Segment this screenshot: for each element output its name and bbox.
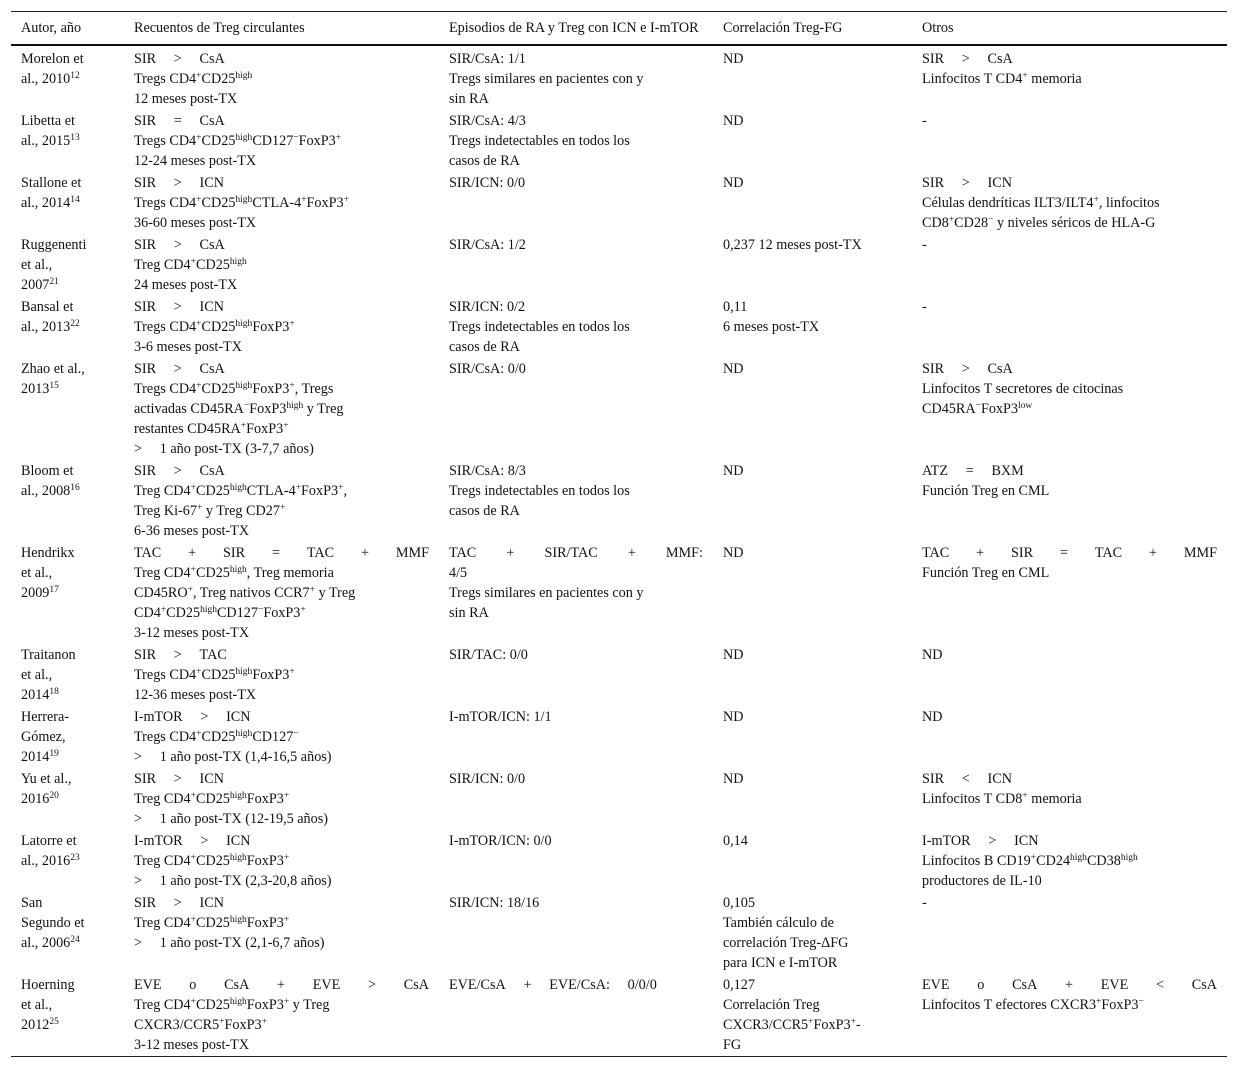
author-line: Segundo et [21,915,85,931]
correlation-line: ND [723,545,744,561]
cell-correlation [713,296,912,358]
author-line: Bloom et [21,463,74,479]
table-row [11,768,1227,830]
reference-number: 22 [70,319,80,329]
counts-line: SIR > TAC [134,647,227,663]
counts-line: EVE o CsA + EVE > CsA [134,977,429,993]
cell-others [912,110,1227,172]
cell-counts [124,110,439,172]
cell-counts [124,45,439,110]
reference-number: 12 [70,71,80,81]
cell-correlation [713,542,912,644]
counts-line: SIR > ICN [134,175,224,191]
cell-correlation [713,45,912,110]
episodes-line: I-mTOR/ICN: 1/1 [449,709,552,725]
counts-line: I-mTOR > ICN [134,709,251,725]
author-line: San [21,895,43,911]
cell-episodes [439,706,713,768]
cell-episodes [439,358,713,460]
cell-author [11,830,124,892]
episodes-line: I-mTOR/ICN: 0/0 [449,833,552,849]
episodes-line: 4/5 [449,565,468,581]
counts-line: $CD4^+CD25^{high}CD127^-FoxP3^+$ [134,605,306,621]
correlation-line: para ICN e I-mTOR [723,955,838,971]
episodes-line: SIR/ICN: 0/0 [449,771,526,787]
cell-counts [124,172,439,234]
counts-line: > 1 año post-TX (2,3-20,8 años) [134,873,332,889]
cell-others [912,830,1227,892]
cell-episodes [439,110,713,172]
cell-counts [124,644,439,706]
author-line: Herrera- [21,709,70,725]
cell-correlation [713,768,912,830]
counts-line: activadas $CD45RA^-FoxP3^{high}$ y Treg [134,401,344,417]
episodes-line: SIR/ICN: 18/16 [449,895,540,911]
cell-correlation [713,172,912,234]
correlation-line: FG [723,1037,742,1053]
cell-others [912,542,1227,644]
author-line: al., 2013$^{22}$ [21,319,80,335]
cell-others [912,768,1227,830]
correlation-line: ND [723,51,744,67]
episodes-line: EVE/CsA + EVE/CsA: 0/0/0 [449,977,657,993]
others-line: - [922,895,927,911]
cell-author [11,172,124,234]
others-line: $CD45RA^-FoxP3^{low}$ [922,401,1033,417]
cell-correlation [713,706,912,768]
episodes-line: TAC + SIR/TAC + MMF: [449,545,703,561]
others-line: - [922,299,927,315]
counts-line: 24 meses post-TX [134,277,238,293]
correlation-line: ND [723,463,744,479]
episodes-line: SIR/CsA: 4/3 [449,113,526,129]
author-line: 2012$^{25}$ [21,1017,59,1033]
table-row [11,706,1227,768]
table-row [11,172,1227,234]
author-line: et al., [21,565,53,581]
cell-counts [124,892,439,974]
reference-number: 19 [49,749,59,759]
cell-episodes [439,542,713,644]
table-container [11,11,1227,1057]
cell-correlation [713,644,912,706]
cell-others [912,644,1227,706]
counts-line: SIR > CsA [134,463,225,479]
others-line: - [922,113,927,129]
correlation-line: correlación Treg-ΔFG [723,935,849,951]
correlation-line: También cálculo de [723,915,834,931]
correlation-line: 0,237 12 meses post-TX [723,237,862,253]
episodes-line: SIR/CsA: 0/0 [449,361,526,377]
cell-episodes [439,460,713,542]
episodes-line: SIR/ICN: 0/0 [449,175,526,191]
reference-number: 24 [70,935,80,945]
counts-line: 3-12 meses post-TX [134,1037,250,1053]
author-line: et al., [21,667,53,683]
counts-line: > 1 año post-TX (3-7,7 años) [134,441,314,457]
episodes-line: Tregs indetectables en todos los [449,133,630,149]
table-row [11,45,1227,110]
others-line: SIR > CsA [922,51,1013,67]
cell-episodes [439,45,713,110]
reference-number: 16 [70,483,80,493]
counts-line: Treg $CD4^+CD25^{high}FoxP3^+$ [134,915,290,931]
correlation-line: ND [723,361,744,377]
author-line: al., 2016$^{23}$ [21,853,80,869]
cell-correlation [713,358,912,460]
counts-line: Tregs $CD4^+CD25^{high}FoxP3^+$, Tregs [134,381,334,397]
table-row [11,358,1227,460]
author-line: Traitanon [21,647,76,663]
episodes-line: sin RA [449,91,489,107]
counts-line: Treg $CD4^+CD25^{high}FoxP3^+$ [134,791,290,807]
counts-line: SIR > ICN [134,895,224,911]
counts-line: CXCR3/CCR5+FoxP3+ [134,1017,267,1033]
cell-episodes [439,644,713,706]
counts-line: Treg Ki-67+ y Treg CD27+ [134,503,286,519]
episodes-line: casos de RA [449,153,520,169]
table-row [11,296,1227,358]
cell-episodes [439,892,713,974]
cell-episodes [439,234,713,296]
author-line: 2013$^{15}$ [21,381,59,397]
cell-author [11,234,124,296]
table-row [11,644,1227,706]
episodes-line: Tregs similares en pacientes con y [449,71,644,87]
reference-number: 15 [49,381,59,391]
table-header [11,12,1227,46]
cell-counts [124,768,439,830]
cell-others [912,172,1227,234]
table-row [11,110,1227,172]
header-correlation: Correlación Treg-FG [723,20,843,36]
counts-line: CD45RO+, Treg nativos CCR7+ y Treg [134,585,356,601]
counts-line: Tregs $CD4^+CD25^{high}FoxP3^+$ [134,319,295,335]
episodes-line: SIR/CsA: 1/2 [449,237,526,253]
author-line: Hendrikx [21,545,75,561]
cell-correlation [713,234,912,296]
table-row [11,974,1227,1057]
episodes-line: Tregs indetectables en todos los [449,319,630,335]
table-row [11,234,1227,296]
cell-counts [124,296,439,358]
counts-line: Treg $CD4^+CD25^{high}FoxP3^+$ y Treg [134,997,330,1013]
counts-line: Tregs $CD4^+CD25^{high}CTLA-4^+FoxP3^+$ [134,195,349,211]
counts-line: 12-36 meses post-TX [134,687,257,703]
cell-others [912,706,1227,768]
episodes-line: SIR/CsA: 1/1 [449,51,526,67]
cell-author [11,892,124,974]
cell-counts [124,358,439,460]
others-line: I-mTOR > ICN [922,833,1039,849]
reference-number: 17 [49,585,59,595]
cell-episodes [439,768,713,830]
reference-number: 13 [70,133,80,143]
counts-line: > 1 año post-TX (12-19,5 años) [134,811,328,827]
header-counts: Recuentos de Treg circulantes [134,20,305,36]
counts-line: > 1 año post-TX (1,4-16,5 años) [134,749,332,765]
cell-author [11,45,124,110]
counts-line: SIR > CsA [134,51,225,67]
cell-counts [124,542,439,644]
reference-number: 14 [70,195,80,205]
author-line: al., 2008$^{16}$ [21,483,80,499]
author-line: Hoerning [21,977,75,993]
others-line: CD8+CD28− y niveles séricos de HLA-G [922,215,1156,231]
reference-number: 20 [49,791,59,801]
cell-author [11,706,124,768]
counts-line: Tregs $CD4^+CD25^{high}$ [134,71,253,87]
table-row [11,542,1227,644]
correlation-line: Correlación Treg [723,997,820,1013]
correlation-line: ND [723,647,744,663]
cell-correlation [713,892,912,974]
cell-episodes [439,974,713,1057]
others-line: SIR > CsA [922,361,1013,377]
reference-number: 21 [49,277,59,287]
correlation-line: ND [723,709,744,725]
cell-counts [124,974,439,1057]
author-line: et al., [21,257,53,273]
cell-counts [124,460,439,542]
episodes-line: casos de RA [449,503,520,519]
cell-counts [124,706,439,768]
counts-line: 3-12 meses post-TX [134,625,250,641]
counts-line: Tregs $CD4^+CD25^{high}FoxP3^+$ [134,667,295,683]
counts-line: 6-36 meses post-TX [134,523,250,539]
correlation-line: 0,127 [723,977,755,993]
author-line: 2016$^{20}$ [21,791,59,807]
author-line: Zhao et al., [21,361,85,377]
author-line: et al., [21,997,53,1013]
author-line: 2007$^{21}$ [21,277,59,293]
cell-author [11,296,124,358]
author-line: 2014$^{18}$ [21,687,59,703]
counts-line: SIR > ICN [134,771,224,787]
cell-author [11,542,124,644]
cell-others [912,234,1227,296]
counts-line: SIR > CsA [134,361,225,377]
counts-line: Treg $CD4^+CD25^{high}CTLA-4^+FoxP3^+$, [134,483,347,499]
counts-line: Tregs $CD4^+CD25^{high}CD127^-FoxP3^+$ [134,133,342,149]
cell-episodes [439,172,713,234]
cell-correlation [713,110,912,172]
author-line: al., 2010$^{12}$ [21,71,80,87]
others-line: productores de IL-10 [922,873,1042,889]
table-row [11,830,1227,892]
correlation-line: ND [723,771,744,787]
others-line: ATZ = BXM [922,463,1024,479]
treg-comparison-table [11,11,1227,1057]
counts-line: Tregs $CD4^+CD25^{high}CD127^-$ [134,729,299,745]
cell-author [11,358,124,460]
cell-counts [124,830,439,892]
cell-episodes [439,830,713,892]
counts-line: SIR > CsA [134,237,225,253]
cell-counts [124,234,439,296]
counts-line: Treg $CD4^+CD25^{high}$, Treg memoria [134,565,334,581]
others-line: EVE o CsA + EVE < CsA [922,977,1217,993]
header-author: Autor, año [21,20,82,36]
cell-author [11,974,124,1057]
cell-others [912,358,1227,460]
correlation-line: ND [723,175,744,191]
author-line: Gómez, [21,729,66,745]
author-line: Latorre et [21,833,77,849]
table-row [11,892,1227,974]
author-line: Yu et al., [21,771,72,787]
others-line: SIR < ICN [922,771,1012,787]
episodes-line: casos de RA [449,339,520,355]
others-line: Células dendríticas ILT3/ILT4+, linfocitos [922,195,1160,211]
counts-line: > 1 año post-TX (2,1-6,7 años) [134,935,325,951]
author-line: al., 2014$^{14}$ [21,195,80,211]
others-line: SIR > ICN [922,175,1012,191]
others-line: TAC + SIR = TAC + MMF [922,545,1217,561]
correlation-line: 0,11 [723,299,748,315]
reference-number: 25 [49,1017,59,1027]
counts-line: 12-24 meses post-TX [134,153,257,169]
counts-line: I-mTOR > ICN [134,833,251,849]
table-row [11,460,1227,542]
author-line: al., 2015$^{13}$ [21,133,80,149]
counts-line: restantes CD45RA+FoxP3+ [134,421,289,437]
cell-others [912,296,1227,358]
author-line: Stallone et [21,175,82,191]
author-line: 2014$^{19}$ [21,749,59,765]
author-line: Morelon et [21,51,84,67]
others-line: ND [922,647,943,663]
correlation-line: 6 meses post-TX [723,319,820,335]
header-episodes: Episodios de RA y Treg con ICN e I-mTOR [449,20,699,36]
reference-number: 18 [49,687,59,697]
cell-author [11,110,124,172]
author-line: Ruggenenti [21,237,87,253]
others-line: - [922,237,927,253]
counts-line: 36-60 meses post-TX [134,215,257,231]
others-line: Linfocitos T CD8+ memoria [922,791,1082,807]
table-body [11,45,1227,1057]
cell-correlation [713,974,912,1057]
cell-author [11,460,124,542]
cell-correlation [713,460,912,542]
author-line: 2009$^{17}$ [21,585,59,601]
counts-line: Treg $CD4^+CD25^{high}$ [134,257,247,273]
episodes-line: Tregs indetectables en todos los [449,483,630,499]
counts-line: TAC + SIR = TAC + MMF [134,545,429,561]
correlation-line: 0,14 [723,833,748,849]
counts-line: 3-6 meses post-TX [134,339,242,355]
episodes-line: SIR/TAC: 0/0 [449,647,528,663]
header-others: Otros [922,20,954,36]
episodes-line: SIR/ICN: 0/2 [449,299,526,315]
episodes-line: Tregs similares en pacientes con y [449,585,644,601]
cell-author [11,768,124,830]
counts-line: SIR = CsA [134,113,225,129]
correlation-line: ND [723,113,744,129]
others-line: Linfocitos B $CD19^+CD24^{high}CD38^{high}$ [922,853,1138,869]
episodes-line: SIR/CsA: 8/3 [449,463,526,479]
cell-correlation [713,830,912,892]
others-line: Función Treg en CML [922,483,1050,499]
header-row [11,12,1227,46]
author-line: al., 2006$^{24}$ [21,935,80,951]
counts-line: Treg $CD4^+CD25^{high}FoxP3^+$ [134,853,290,869]
cell-author [11,644,124,706]
cell-others [912,460,1227,542]
others-line: Linfocitos T secretores de citocinas [922,381,1124,397]
reference-number: 23 [70,853,80,863]
author-line: Bansal et [21,299,74,315]
cell-others [912,974,1227,1057]
cell-episodes [439,296,713,358]
others-line: Linfocitos T efectores CXCR3+FoxP3− [922,997,1144,1013]
others-line: Función Treg en CML [922,565,1050,581]
others-line: Linfocitos T CD4+ memoria [922,71,1082,87]
cell-others [912,892,1227,974]
correlation-line: 0,105 [723,895,755,911]
others-line: ND [922,709,943,725]
correlation-line: CXCR3/CCR5+FoxP3+- [723,1017,861,1033]
counts-line: 12 meses post-TX [134,91,238,107]
cell-others [912,45,1227,110]
counts-line: SIR > ICN [134,299,224,315]
episodes-line: sin RA [449,605,489,621]
author-line: Libetta et [21,113,75,129]
